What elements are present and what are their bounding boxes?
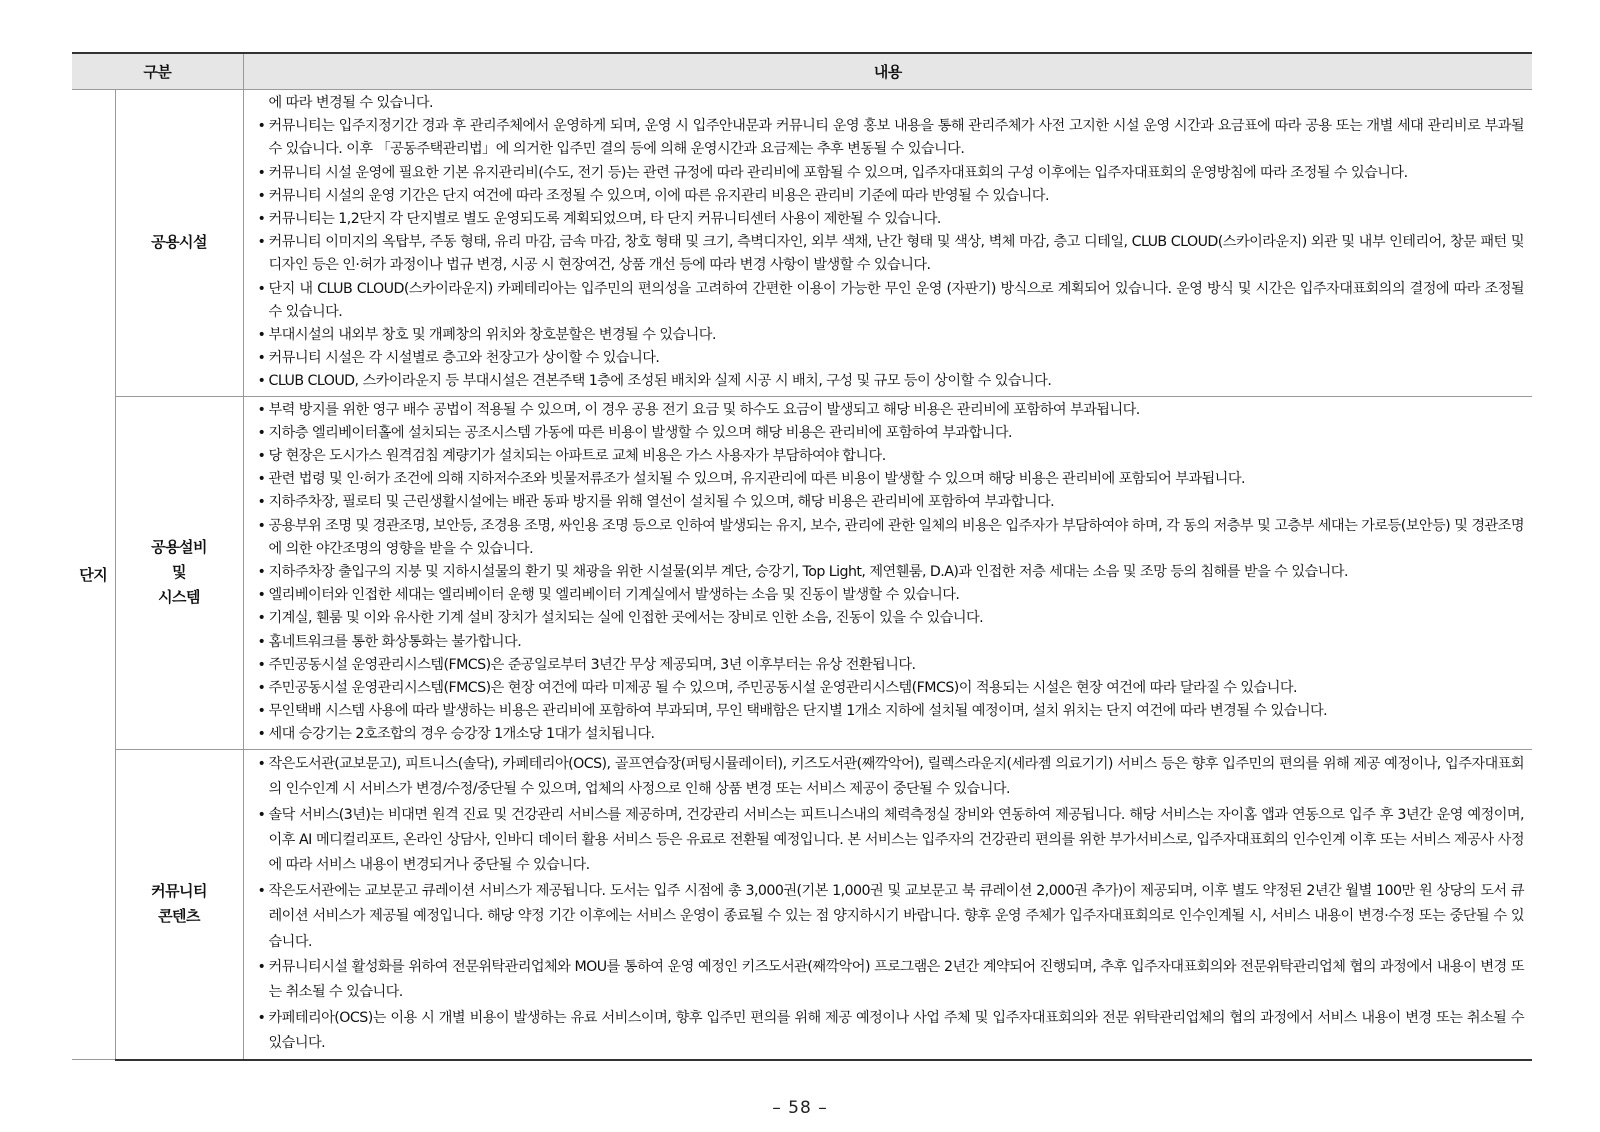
header-category: 구분 (72, 53, 243, 90)
list-item: • 커뮤니티는 입주지정기간 경과 후 관리주체에서 운영하게 되며, 운영 시 입주안내문과 커뮤니티 운영 홍보 내용을 통해 관리주체가 사전 고지한 시설 운영 시간과 요금표에 따라 공용 또는 개별 세대 관리비로 부과될 수 있습니다. 이후 「공동주택관리법」에 의거한 입주민 결의 등에 의해 운영시간과 요금제는 추후 변동될 수 있습니다. (258, 115, 1524, 161)
list-item: • 주민공동시설 운영관리시스템(FMCS)은 현장 여건에 따라 미제공 될 수 있으며, 주민공동시설 운영관리시스템(FMCS)이 적용되는 시설은 현장 여건에 따라 달라질 수 있습니다. (258, 677, 1524, 700)
list-item: • 세대 승강기는 2호조합의 경우 승강장 1개소당 1대가 설치됩니다. (258, 723, 1524, 746)
list-item: • 작은도서관(교보문고), 피트니스(솔닥), 카페테리아(OCS), 골프연습장(퍼팅시뮬레이터), 키즈도서관(째깍악어), 릴렉스라운지(세라젬 의료기기) 서비스 등은 향후 입주민의 편의를 위해 제공 예정이나, 입주자대표회의 인수인계 시 서비스가 변경/수정/중단될 수 있으며, 업체의 사정으로 인해 상품 변경 또는 서비스 제공이 중단될 수 있습니다. (258, 752, 1524, 803)
section-label-line: 콘텐츠 (158, 907, 200, 926)
list-item: • 커뮤니티는 1,2단지 각 단지별로 별도 운영되도록 계획되었으며, 타 단지 커뮤니티센터 사용이 제한될 수 있습니다. (258, 208, 1524, 231)
section-row-common-systems (72, 396, 1532, 749)
table-header-row (72, 53, 1532, 90)
list-item: • 홈네트워크를 통한 화상통화는 불가합니다. (258, 631, 1524, 654)
list-item: • 공용부위 조명 및 경관조명, 보안등, 조경용 조명, 싸인용 조명 등으로 인하여 발생되는 유지, 보수, 관리에 관한 일체의 비용은 입주자가 부담하여야 하며, 각 동의 저층부 및 고층부 세대는 가로등(보안등) 및 경관조명에 의한 야간조명의 영향을 받을 수 있습니다. (258, 515, 1524, 561)
section-content-community-contents (243, 749, 1532, 1059)
section-label-line: 시스템 (158, 588, 200, 607)
section-content-common-facilities (243, 90, 1532, 397)
section-label-line: 및 (172, 563, 186, 582)
list-item: • CLUB CLOUD, 스카이라운지 등 부대시설은 견본주택 1층에 조성된 배치와 실제 시공 시 배치, 구성 및 규모 등이 상이할 수 있습니다. (258, 370, 1524, 393)
list-item: • 커뮤니티 시설은 각 시설별로 층고와 천장고가 상이할 수 있습니다. (258, 347, 1524, 370)
section-label-line: 커뮤니티 (151, 882, 207, 901)
header-content: 내용 (243, 53, 1532, 90)
list-item: • 부력 방지를 위한 영구 배수 공법이 적용될 수 있으며, 이 경우 공용 전기 요금 및 하수도 요금이 발생되고 해당 비용은 관리비에 포함하여 부과됩니다. (258, 399, 1524, 422)
list-item: • 당 현장은 도시가스 원격검침 계량기가 설치되는 아파트로 교체 비용은 가스 사용자가 부담하여야 합니다. (258, 445, 1524, 468)
section-label-common-systems (115, 396, 243, 749)
list-item: • 단지 내 CLUB CLOUD(스카이라운지) 카페테리아는 입주민의 편의성을 고려하여 간편한 이용이 가능한 무인 운영 (자판기) 방식으로 계획되어 있습니다. 운영 방식 및 시간은 입주자대표회의의 결정에 따라 조정될 수 있습니다. (258, 278, 1524, 324)
group-label-danji: 단지 (72, 90, 115, 1060)
list-item: • 커뮤니티 시설의 운영 기간은 단지 여건에 따라 조정될 수 있으며, 이에 따른 유지관리 비용은 관리비 기준에 따라 반영될 수 있습니다. (258, 185, 1524, 208)
notice-table (72, 52, 1532, 1061)
list-item: • 커뮤니티 시설 운영에 필요한 기본 유지관리비(수도, 전기 등)는 관련 규정에 따라 관리비에 포함될 수 있으며, 입주자대표회의 구성 이후에는 입주자대표회의 운영방침에 따라 조정될 수 있습니다. (258, 162, 1524, 185)
page-number: – 58 – (772, 1098, 828, 1118)
list-item: • 지하주차장, 필로티 및 근린생활시설에는 배관 동파 방지를 위해 열선이 설치될 수 있으며, 해당 비용은 관리비에 포함하여 부과합니다. (258, 491, 1524, 514)
item-list (258, 399, 1524, 747)
list-item: 에 따라 변경될 수 있습니다. (268, 95, 434, 111)
list-item: • 지하층 엘리베이터홀에 설치되는 공조시스템 가동에 따른 비용이 발생할 수 있으며 해당 비용은 관리비에 포함하여 부과합니다. (258, 422, 1524, 445)
section-label-common-facilities (115, 90, 243, 397)
list-item: • 작은도서관에는 교보문고 큐레이션 서비스가 제공됩니다. 도서는 입주 시점에 총 3,000권(기본 1,000권 및 교보문고 북 큐레이션 2,000권 추가)이 제공되며, 이후 별도 약정된 2년간 월별 100만 원 상당의 도서 큐레이션 서비스가 제공될 예정입니다. 해당 약정 기간 이후에는 서비스 운영이 종료될 수 있는 점 양지하시기 바랍니다. 향후 운영 주체가 입주자대표회의로 인수인계될 시, 서비스 내용이 변경·수정 또는 중단될 수 있습니다. (258, 879, 1524, 955)
list-item: • 기계실, 휀룸 및 이와 유사한 기계 설비 장치가 설치되는 실에 인접한 곳에서는 장비로 인한 소음, 진동이 있을 수 있습니다. (258, 607, 1524, 630)
section-label-line: 공용시설 (151, 233, 207, 252)
list-item: • 솔닥 서비스(3년)는 비대면 원격 진료 및 건강관리 서비스를 제공하며, 건강관리 서비스는 피트니스내의 체력측정실 장비와 연동하여 제공됩니다. 해당 서비스는 자이홈 앱과 연동으로 입주 후 3년간 운영 예정이며, 이후 AI 메디컬리포트, 온라인 상담사, 인바디 데이터 활용 서비스 등은 유료로 전환될 예정입니다. 본 서비스는 입주자의 건강관리 편의를 위한 부가서비스로, 입주자대표회의 인수인계 이후 또는 서비스 제공사 사정에 따라 서비스 내용이 변경되거나 중단될 수 있습니다. (258, 803, 1524, 879)
list-item: • 주민공동시설 운영관리시스템(FMCS)은 준공일로부터 3년간 무상 제공되며, 3년 이후부터는 유상 전환됩니다. (258, 654, 1524, 677)
section-label-line: 공용설비 (151, 538, 207, 557)
section-content-common-systems (243, 396, 1532, 749)
list-item: • 무인택배 시스템 사용에 따라 발생하는 비용은 관리비에 포함하여 부과되며, 무인 택배함은 단지별 1개소 지하에 설치될 예정이며, 설치 위치는 단지 여건에 따라 변경될 수 있습니다. (258, 700, 1524, 723)
list-item: • 커뮤니티 이미지의 옥탑부, 주동 형태, 유리 마감, 금속 마감, 창호 형태 및 크기, 측벽디자인, 외부 색채, 난간 형태 및 색상, 벽체 마감, 층고 디테일, CLUB CLOUD(스카이라운지) 외관 및 내부 인테리어, 창문 패턴 및 디자인 등은 인·허가 과정이나 법규 변경, 시공 시 현장여건, 상품 개선 등에 따라 변경 사항이 발생할 수 있습니다. (258, 231, 1524, 277)
list-item: • 관련 법령 및 인·허가 조건에 의해 지하저수조와 빗물저류조가 설치될 수 있으며, 유지관리에 따른 비용이 발생할 수 있으며 해당 비용은 관리비에 포함되어 부과됩니다. (258, 468, 1524, 491)
section-row-common-facilities (72, 90, 1532, 397)
list-item: • 카페테리아(OCS)는 이용 시 개별 비용이 발생하는 유료 서비스이며, 향후 입주민 편의를 위해 제공 예정이나 사업 주체 및 입주자대표회의와 전문 위탁관리업체의 협의 과정에서 서비스 내용이 변경 또는 취소될 수 있습니다. (258, 1006, 1524, 1057)
list-item: • 지하주차장 출입구의 지붕 및 지하시설물의 환기 및 채광을 위한 시설물(외부 계단, 승강기, Top Light, 제연휀룸, D.A)과 인접한 저층 세대는 소음 및 조망 등의 침해를 받을 수 있습니다. (258, 561, 1524, 584)
section-label-community-contents (115, 749, 243, 1059)
item-list (258, 752, 1524, 1057)
list-item: • 커뮤니티시설 활성화를 위하여 전문위탁관리업체와 MOU를 통하여 운영 예정인 키즈도서관(째깍악어) 프로그램은 2년간 계약되어 진행되며, 추후 입주자대표회의와 전문위탁관리업체 협의 과정에서 내용이 변경 또는 취소될 수 있습니다. (258, 955, 1524, 1006)
list-item: • 엘리베이터와 인접한 세대는 엘리베이터 운행 및 엘리베이터 기계실에서 발생하는 소음 및 진동이 발생할 수 있습니다. (258, 584, 1524, 607)
list-item: • 부대시설의 내외부 창호 및 개폐창의 위치와 창호분할은 변경될 수 있습니다. (258, 324, 1524, 347)
item-list (258, 92, 1524, 394)
section-row-community-contents (72, 749, 1532, 1059)
